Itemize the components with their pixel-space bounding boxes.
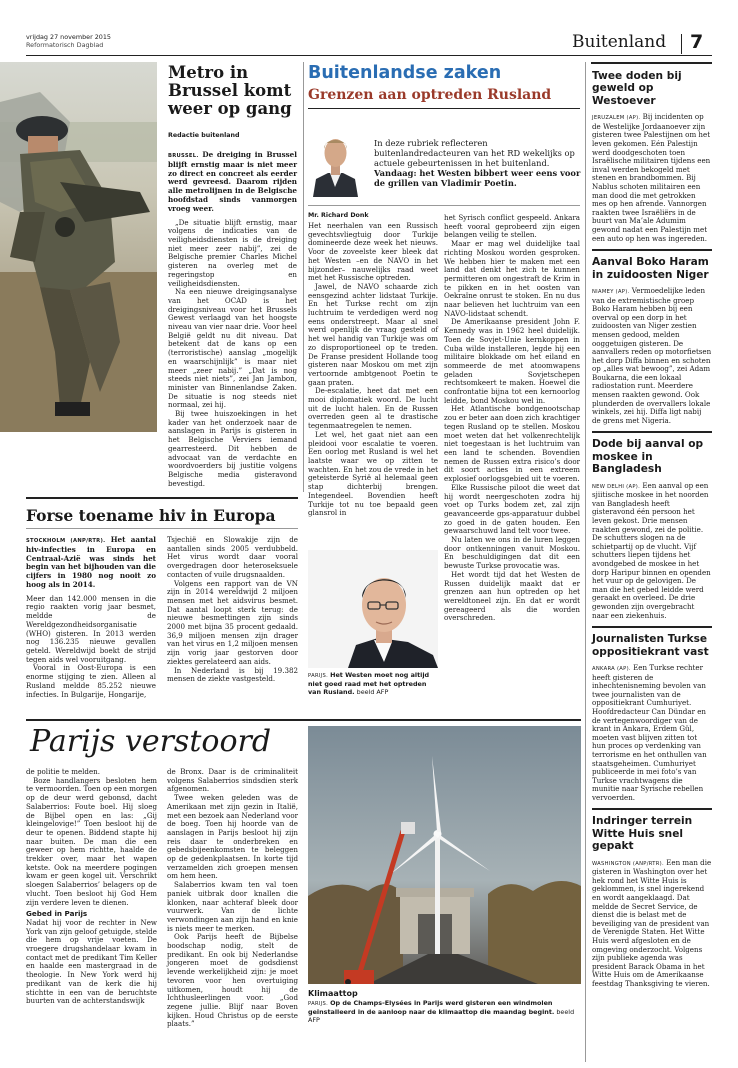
author-portrait (308, 127, 363, 197)
news-brief-body: Vermoedelijke leden van de extremistische groep Boko Haram hebben bij een overval op een dorp in het zuidoosten van Niger zestien mensen gedood, melden ooggetuigen gisteren. De aanvallers reden op motorfietsen het dorp Diffa binnen en schoten op „alles wat bewoog”, zei Adam Boukarna, die een lokaal radiostation runt. Meerdere mensen raakten gewond. Ook plunderden de overvallers lokale winkels, zei hij. Diffa ligt nabij de grens met Nigeria. (592, 285, 712, 425)
hiv-paragraph: Volgens een rapport van de VN zijn in 2014 wereldwijd 2 miljoen mensen met het aidsvirus besmet. Dat aantal loopt sterk terug: de nieuwe besmettingen zijn sinds 2000 met bijna 35 procent gedaald. 36,9 miljoen mensen zijn drager van het virus en 1,2 miljoen mensen zijn vorig jaar gestorven door ziektes gerelateerd aan aids. (167, 578, 298, 666)
hiv-paragraph: Tsjechië en Slowakije zijn de aantallen sinds 2005 verdubbeld. Het virus wordt daar vooral overgedragen door heteroseksuele contacten of vuile drugsnaalden. (167, 535, 298, 579)
header-date: vrijdag 27 november 2015 (26, 33, 111, 41)
windmill-caption-credit: beeld AFP (308, 1008, 575, 1024)
news-brief (592, 808, 712, 988)
right-column-top-rule (591, 62, 712, 64)
news-brief-title: Journalisten Turkse oppositiekrant vast (592, 633, 709, 658)
column-paragraph: Het Atlantische bondgenootschap zou er beter aan doen zich krachtiger tegen Rusland op te stellen. Moskou moet weten dat het volkenrechtelijk niet toegestaan is het luchtruim van een land te schenden. Bovendien nemen de Russen extra risico’s door dit soort acties in een extreem explosief oorlogsgebied uit te voeren. (444, 404, 580, 484)
parijs-subheading: Gebed in Parijs (26, 909, 88, 919)
hollande-caption-place: PARIJS. (308, 673, 329, 679)
metro-dateline: BRUSSEL. (168, 153, 199, 159)
windmill-photo (308, 726, 581, 984)
parijs-headline: Parijs verstoord (30, 724, 272, 759)
hollande-caption-credit: beeld AFP (356, 688, 389, 696)
parijs-paragraph: Boze handlangers besloten hem te vermoorden. Toen op een morgen op de deur werd gebonsd, dacht Salaberrios: Foute boel. Hij sloeg de Bijbel open en las: „Gij kleingelovige!” Toen besloot hij de deur te openen. Biddend stapte hij naar buiten. De man die een geweer op hem richtte, haalde de trekker over, maar het wapen ketste. Ook na meerdere pogingen kwam er geen kogel uit. Verschrikt sloegen Salaberrios’ belagers op de vlucht. Toen besloot hij God Hem zijn verdere leven te dienen. (26, 775, 157, 907)
intro-rule (308, 205, 580, 206)
hiv-body-col1 (26, 536, 156, 699)
news-brief (592, 70, 712, 243)
news-briefs (592, 70, 712, 995)
parijs-top-rule (26, 719, 581, 721)
news-brief-title: Dode bij aanval op moskee in Bangladesh (592, 438, 704, 476)
hollande-caption-text: Het Westen moet nog altijd niet goed raad met het optreden van Rusland. (308, 671, 430, 696)
column-body-col2 (444, 214, 580, 623)
hiv-top-rule (26, 497, 298, 499)
column-intro (374, 138, 581, 188)
metro-lead: De dreiging in Brussel blijft ernstig maar is niet meer zo direct en concreet als eerder werd gevreesd. Daarom rijden alle metrolijnen in de Belgische hoofdstad sinds vanmorgen vroeg weer. (168, 150, 297, 213)
metro-paragraph: „De situatie blijft ernstig, maar volgens de indicaties van de veiligheidsdiensten is de dreiging niet meer zeer nabij”, zei de Belgische premier Charles Michel gisteren na overleg met de regeringstop en veiligheidsdiensten. (168, 217, 297, 288)
hiv-headline-rule (26, 528, 298, 529)
news-brief (592, 431, 712, 620)
news-brief-body: Een Turkse rechter heeft gisteren de inhechtenisneming bevolen van twee journalisten van de oppositiekrant Cumhuriyet. Hoofdredacteur Can Dündar en de vertegenwoordiger van de krant in Ankara, Erdem Gül, moeten vast blijven zitten tot hun proces op verdenking van terrorisme en het onthullen van staatsgeheimen. Cumhuriyet publiceerde in mei foto’s van Turkse vrachtwagens die munitie naar Syrische rebellen vervoerden. (592, 662, 707, 802)
news-brief-dateline: WASHINGTON (ANP/RTR). (592, 860, 664, 867)
column-title: Buitenlandse zaken (308, 63, 502, 83)
news-brief-dateline: ANKARA (AP). (592, 665, 631, 672)
column-paragraph: Het wordt tijd dat het Westen de Russen duidelijk maakt dat er grenzen aan hun optreden op het wereldtoneel zijn. En dat er wordt gereageerd als die worden overschreden. (444, 569, 580, 623)
column-title-rule (308, 108, 580, 109)
parijs-paragraph: de Bronx. Daar is de criminaliteit volgens Salaberrios sindsdien sterk afgenomen. (167, 767, 298, 794)
header-rule (26, 55, 712, 56)
news-brief-body: Een man die gisteren in Washington over het hek rond het Witte Huis is geklommen, is snel ingerekend en wordt aangeklaagd. Dat meldde de Secret Service, de dienst die is belast met de beveiliging van de president van de Verenigde Staten. Het Witte Huis werd afgesloten en de omgeving onderzocht. Volgens zijn publieke agenda was president Barack Obama in het Witte Huis om de Amerikaanse feestdag Thanksgiving te vieren. (592, 857, 712, 988)
column-paragraph: het Syrisch conflict gespeeld. Ankara heeft vooral geprobeerd zijn eigen belangen veilig te stellen. (444, 213, 580, 240)
metro-paragraph: Na een nieuwe dreigingsanalyse van het OCAD is het dreigingsniveau voor het Brussels Gewest verlaagd van het hoogste niveau van vier naar drie. Voor heel België geldt nu dit niveau. Dat betekent dat de kans op een (terroristische) aanslag „mogelijk en waarschijnlijk” is maar niet meer „zeer nabij.” „Dat is nog steeds niet niets”, zei Jan Jambon, minister van Binnenlandse Zaken. De situatie is nog steeds niet normaal, zei hij. (168, 287, 297, 410)
metro-paragraph: Bij twee huiszoekingen in het kader van het onderzoek naar de aanslagen in Parijs is gisteren in het Belgische Verviers iemand gearresteerd. Dit hebben de advocaat van de verdachte en woordvoerders bij justitie volgens Belgische media gisteravond bevestigd. (168, 409, 297, 488)
column-paragraph: Elke Russische piloot die weet dat hij wordt neergeschoten zodra hij voet op Turks bodem zet, zal zijn geavanceerde gps-apparatuur dubbel zo goed in de gaten houden. Een gewaarschuwd land telt voor twee. (444, 482, 580, 536)
news-brief-body: Bij incidenten op de Westelijke Jordaanoever zijn gisteren twee Palestijnen om het leven gekomen. Eén Palestijn werd doodgeschoten toen Israëlische militairen tijdens een inval werden bekogeld met stenen en brandbommen. Bij Nablus schoten militairen een man dood die met getrokken mes op hen afrende. Vannorgen raakten twee Israëliërs in de buurt van Ma’ale Adumim gewond nadat een Palestijn met een auto op hen was ingereden. (592, 112, 711, 243)
news-brief (592, 626, 712, 802)
parijs-paragraph: Twee weken geleden was de Amerikaan met zijn gezin in Italië, met een bezoek aan Nederland voor de boeg. Toen hij hoorde van de aanslagen in Parijs besloot hij zijn reis daar te onderbreken en gebedsbijeenkomsten te beleggen op de gedenkplaatsen. In korte tijd verzamelden zich groepen mensen om hem heen. (167, 793, 298, 881)
news-brief-dateline: NEW DELHI (AP). (592, 483, 641, 490)
hollande-caption (308, 671, 440, 696)
news-brief-title: Aanval Boko Haram in zuidoosten Niger (592, 256, 709, 281)
news-brief-title: Indringer terrein Witte Huis snel gepakt (592, 815, 693, 853)
windmill-caption (308, 999, 581, 1024)
header-section: Buitenland (572, 32, 667, 52)
hiv-paragraph: Vooral in Oost-Europa is een enorme stijging te zien. Alleen al Rusland meldde 85.252 nieuwe infecties. In Bulgarije, Hongarije, (26, 663, 156, 699)
column-paragraph: Het neerhalen van een Russisch gevechtsvliegtuig door Turkije domineerde deze week het nieuws. Voor de zoveelste keer bleek dat het Westen –en de NAVO in het bijzonder– nauwelijks raad weet met het Russische optreden. (308, 221, 438, 283)
column-paragraph: De-escalatie, heet dat met een mooi diplomatiek woord. De lucht uit de lucht halen. En de Russen overreden geen al te drastische tegenmaatregelen te nemen. (308, 386, 438, 431)
parijs-paragraph: de politie te melden. (26, 767, 100, 776)
metro-headline: Metro in Brussel komt weer op gang (168, 63, 292, 118)
hiv-paragraph: Meer dan 142.000 mensen in die regio raakten vorig jaar besmet, meldde de Wereldgezondheidsorganisatie (WHO) gisteren. In 2013 werden nog 136.235 nieuwe gevallen geteld. Wereldwijd boekt de strijd tegen aids wel vooruitgang. (26, 593, 156, 664)
column-body-col1 (308, 222, 438, 518)
hollande-photo (308, 550, 438, 668)
windmill-kicker: Klimaattop (308, 989, 358, 998)
column-paragraph: Jawel, de NAVO schaarde zich eensgezind achter lidstaat Turkije. En het Turkse recht om zijn luchtruim te verdedigen werd nog eens onderstreept. Maar al snel werd openlijk de vraag gesteld of het wel handig van Turkije was om zo disproportioneel op te treden. De Franse president Hollande toog gisteren naar Moskou om met zijn vertoornde ambtgenoot Poetin te gaan praten. (308, 281, 438, 387)
hiv-lead: Het aantal hiv-infecties in Europa en Centraal-Azië was sinds het begin van het bijhouden van die cijfers in 1980 nog nooit zo hoog als in 2014. (26, 535, 156, 589)
hiv-headline: Forse toename hiv in Europa (26, 506, 276, 525)
parijs-paragraph: Salaberrios kwam ten val toen paniek uitbrak door knallen die klonken, naar achteraf bleek door vuurwerk. Van de lichte verwondingen aan zijn hand en knie is niets meer te merken. (167, 880, 298, 933)
metro-column-divider (303, 62, 304, 492)
metro-byline: Redactie buitenland (168, 132, 240, 139)
column-paragraph: De Amerikaanse president John F. Kennedy was in 1962 heel duidelijk. Toen de Sovjet-Unie kernkoppen in Cuba wilde installeren, legde hij een militaire blokkade om het eiland en sommeerde de met atoomwapens geladen Sovjetschepen rechtsomkeert te maken. Hoewel die confrontatie bijna tot een kernoorlog leidde, bond Moskou wel in. (444, 317, 580, 405)
parijs-body-col1 (26, 768, 157, 1006)
news-brief-dateline: NIAMEY (AP). (592, 288, 630, 295)
column-paragraph: Nu laten we ons in de luren leggen door ontkenningen vanuit Moskou. En beschuldigingen dat dit een bewuste Turkse provocatie was. (444, 535, 580, 571)
soldier-photo (0, 62, 157, 432)
metro-body (168, 151, 297, 488)
header-divider (681, 34, 682, 54)
page-number: 7 (690, 31, 704, 53)
column-intro-text: In deze rubriek reflecteren buitenlandredacteuren van het RD wekelijks op actuele gebeurtenissen in het buitenland. (374, 138, 575, 169)
parijs-paragraph: Nadat hij voor de rechter in New York van zijn geloof getuigde, stelde die hem op vrije voeten. De vroegere drugshandelaar kwam in contact met de predikant Tim Keller en haalde een mastergraad in de theologie. In New York werd hij predikant van de kerk die hij stichtte in een van de beruchtste buurten van de achterstandswijk (26, 917, 157, 1006)
hiv-paragraph: In Nederland is bij 19.382 mensen de ziekte vastgesteld. (167, 665, 298, 684)
windmill-caption-place: PARIJS. (308, 1001, 329, 1007)
column-paragraph: Let wel, het gaat niet aan een pleidooi voor escalatie te voeren. Een oorlog met Rusland is wel het laatste waar we op zitten te wachten. En het zou de vrede in het geteisterde Syrië al helemaal geen stap dichterbij brengen. Integendeel. Bovendien heeft Turkije tot nu toe bepaald geen glansrol in (308, 429, 438, 518)
column-intro-bold: Vandaag: het Westen bibbert weer eens voor de grillen van Vladimir Poetin. (374, 168, 581, 189)
hiv-dateline: STOCKHOLM (ANP/RTR). (26, 538, 106, 544)
parijs-body-col2 (167, 768, 298, 1029)
column-subtitle: Grenzen aan optreden Rusland (308, 87, 552, 103)
windmill-caption-text: Op de Champs-Elysées in Parijs werd gisteren een windmolen geïnstalleerd in de aanloop naar de klimaattop die maandag begint. (308, 999, 555, 1016)
news-brief-title: Twee doden bij geweld op Westoever (592, 70, 682, 107)
column-author: Mr. Richard Donk (308, 212, 369, 219)
news-brief-body: Een aanval op een sjiitische moskee in het noorden van Bangladesh heeft gisteravond één persoon het leven gekost. Drie mensen raakten gewond, zei de politie. De schutters slogen na de schietpartij op de vlucht. Vijf schutters liepen tijdens het avondgebed de moskee in het dorp Haripur binnen en openden het vuur op de gelovigen. De man die het gebed leidde werd geraakt en overleed. De drie gewonden zijn overgebracht naar een ziekenhuis. (592, 480, 711, 620)
hiv-body-col2 (167, 536, 298, 684)
news-brief-dateline: JERUZALEM (AP). (592, 115, 641, 122)
news-brief (592, 249, 712, 425)
header-paper: Reformatorisch Dagblad (26, 41, 104, 49)
right-column-divider (585, 62, 586, 1062)
column-paragraph: Maar er mag wel duidelijke taal richting Moskou worden gesproken. We hebben hier te maken met een land dat denkt het zich te kunnen permitteren om ongestraft de Krim in te pikken en in het oosten van Oekraïne onrust te stoken. En nu dus naar believen het luchtruim van een NAVO-lidstaat schendt. (444, 239, 580, 318)
parijs-paragraph: Ook Parijs heeft de Bijbelse boodschap nodig, stelt de predikant. En ook bij Nederlandse jongeren moet de godsdienst levende werkelijkheid zijn: je moet tevoren voor hen overtuiging uitkomen, houdt hij de Ichthusleerlingen voor. „God zegene jullie. Blijf naar Boven kijken. Houd Christus op de eerste plaats.” (167, 932, 298, 1029)
